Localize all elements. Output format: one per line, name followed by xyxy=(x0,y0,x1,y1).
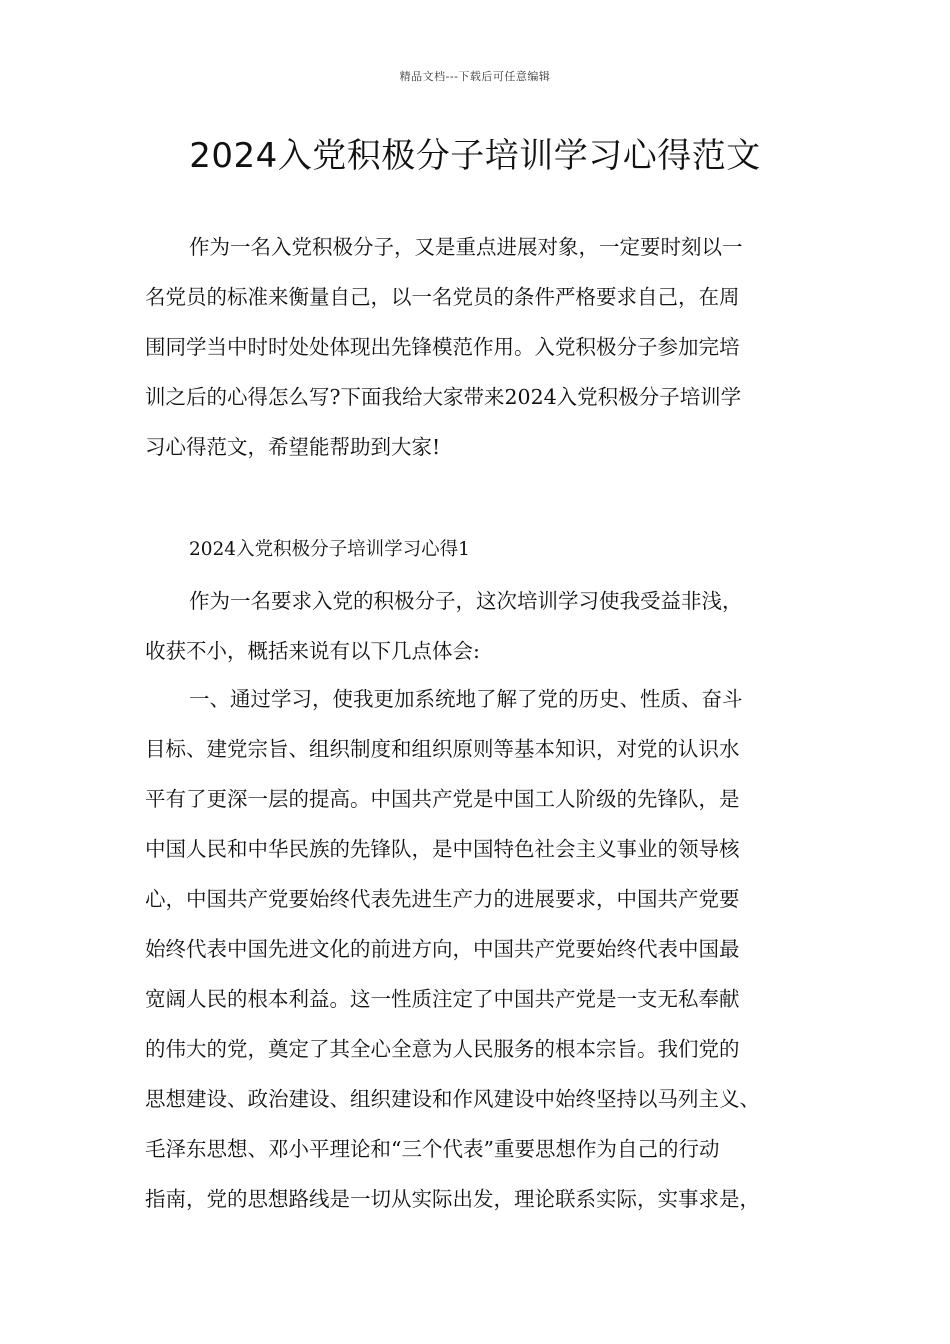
text-line: 一、通过学习，使我更加系统地了解了党的历史、性质、奋斗 xyxy=(189,687,743,711)
text-line: 中国人民和中华民族的先锋队，是中国特色社会主义事业的领导核 xyxy=(145,837,740,861)
intro-paragraph xyxy=(145,222,825,472)
text-line: 指南，党的思想路线是一切从实际出发，理论联系实际，实事求是， xyxy=(145,1187,760,1211)
text-line: 心，中国共产党要始终代表先进生产力的进展要求，中国共产党要 xyxy=(145,887,740,911)
text-line: 平有了更深一层的提高。中国共产党是中国工人阶级的先锋队，是 xyxy=(145,787,740,811)
text-line: 习心得范文，希望能帮助到大家! xyxy=(145,435,441,459)
text-line: 围同学当中时时处处体现出先锋模范作用。入党积极分子参加完培 xyxy=(145,335,740,359)
document-title: 2024入党积极分子培训学习心得范文 xyxy=(189,136,761,176)
section-heading: 2024入党积极分子培训学习心得1 xyxy=(189,539,470,560)
text-line: 宽阔人民的根本利益。这一性质注定了中国共产党是一支无私奉献 xyxy=(145,987,740,1011)
text-line: 的伟大的党，奠定了其全心全意为人民服务的根本宗旨。我们党的 xyxy=(145,1037,740,1061)
text-line: 思想建设、政治建设、组织建设和作风建设中始终坚持以马列主义、 xyxy=(145,1087,760,1111)
paragraph-1 xyxy=(145,576,825,676)
text-line: 作为一名入党积极分子，又是重点进展对象，一定要时刻以一 xyxy=(189,235,743,259)
text-line: 目标、建党宗旨、组织制度和组织原则等基本知识，对党的认识水 xyxy=(145,737,740,761)
text-line: 始终代表中国先进文化的前进方向，中国共产党要始终代表中国最 xyxy=(145,937,740,961)
page-header-watermark: 精品文档---下载后可任意编辑 xyxy=(399,70,551,83)
text-line: 收获不小，概括来说有以下几点体会: xyxy=(145,639,480,663)
text-line: 作为一名要求入党的积极分子，这次培训学习使我受益非浅， xyxy=(189,589,743,613)
text-line: 训之后的心得怎么写?下面我给大家带来2024入党积极分子培训学 xyxy=(145,385,742,409)
paragraph-2 xyxy=(145,674,825,1224)
text-line: 毛泽东思想、邓小平理论和“三个代表”重要思想作为自己的行动 xyxy=(145,1137,720,1161)
text-line: 名党员的标准来衡量自己，以一名党员的条件严格要求自己，在周 xyxy=(145,285,740,309)
